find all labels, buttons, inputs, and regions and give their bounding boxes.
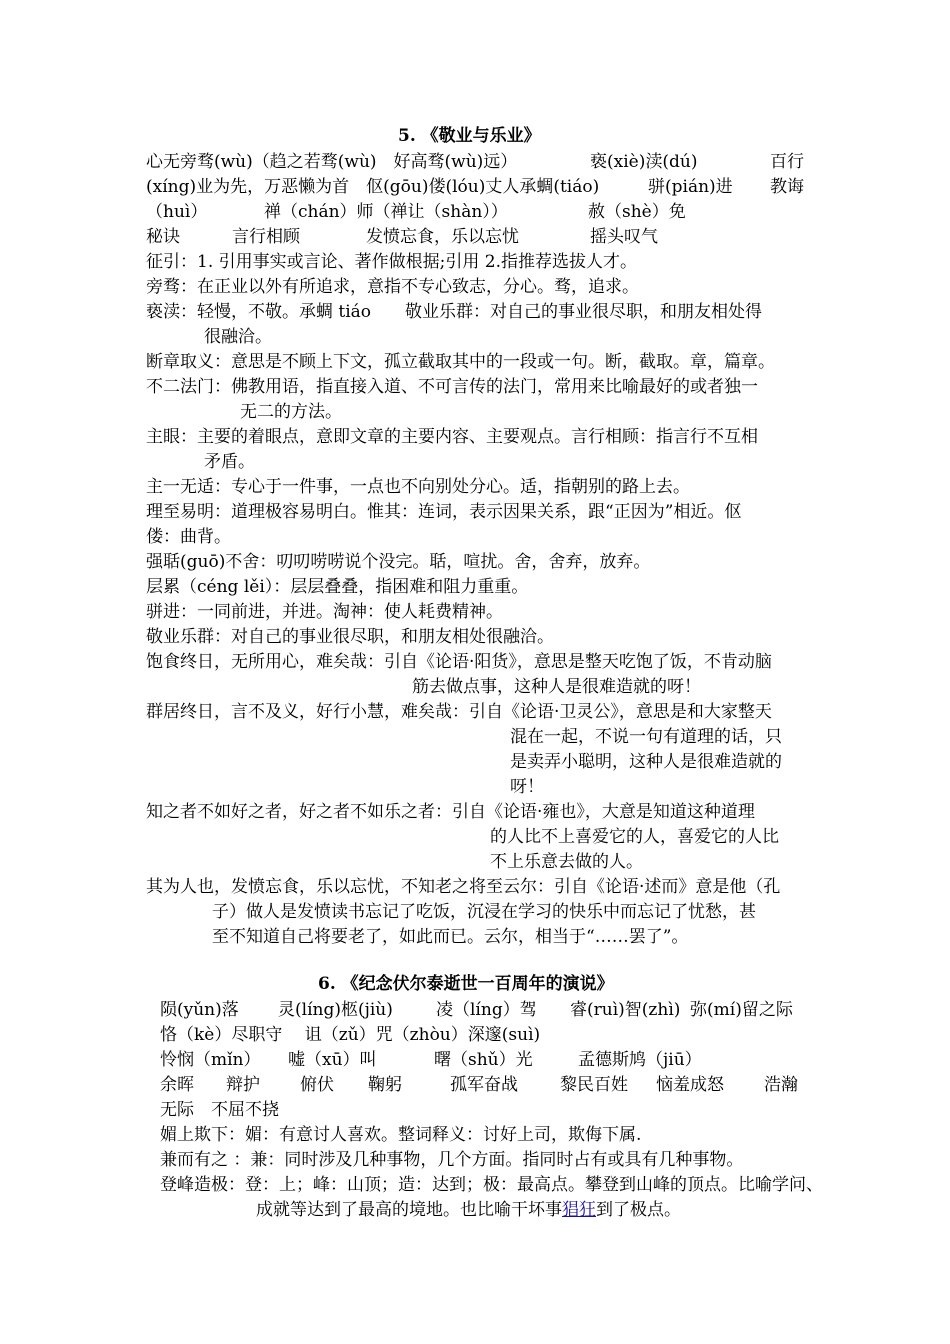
definition-cont: 呀！ xyxy=(510,777,544,797)
definition: 敬业乐群：对自己的事业很尽职，和朋友相处很融洽。 xyxy=(146,627,554,647)
definition: 饱食终日，无所用心，难矣哉：引自《论语·阳货》，意思是整天吃饱了饭，不肯动脑 xyxy=(146,652,772,672)
vocab-term: 陨(yǔn)落 xyxy=(160,1000,239,1020)
vocab-term: 怜悯（mǐn） xyxy=(160,1050,261,1070)
definition-cont: 是卖弄小聪明，这种人是很难造就的 xyxy=(510,752,782,772)
vocab-term: 余晖 xyxy=(160,1075,194,1095)
definition: 理至易明：道理极容易明白。惟其：连词，表示因果关系，跟“正因为”相近。伛 xyxy=(146,502,742,522)
vocab-term: 骈(pián)进 xyxy=(648,177,733,197)
vocab-term: 鞠躬 xyxy=(368,1075,402,1095)
definition-cont xyxy=(256,1198,681,1222)
vocab-term: 辩护 xyxy=(226,1075,260,1095)
definition: 兼而有之 ：兼：同时涉及几种事物，几个方面。指同时占有或具有几种事物。 xyxy=(160,1150,744,1170)
vocab-term: 摇头叹气 xyxy=(590,227,658,247)
definition-text: 成就等达到了最高的境地。也比喻干坏事 xyxy=(256,1200,562,1220)
definition-cont: 矛盾。 xyxy=(204,452,255,472)
section-6-title: 6. 《纪念伏尔泰逝世一百周年的演说》 xyxy=(318,974,614,994)
definition: 主一无适：专心于一件事，一点也不向别处分心。适，指朝别的路上去。 xyxy=(146,477,690,497)
vocab-term: 亵(xiè)渎(dú) xyxy=(590,152,698,172)
definition: 征引：1. 引用事实或言论、著作做根据;引用 2.指推荐选拔人才。 xyxy=(146,252,637,272)
definition: 媚上欺下：媚：有意讨人喜欢。整词释义：讨好上司，欺侮下属. xyxy=(160,1125,642,1145)
definition-cont: 很融洽。 xyxy=(204,327,272,347)
vocab-term: 嘘（xū）叫 xyxy=(288,1050,377,1070)
vocab-term: 禅（chán）师（禅让（shàn）） xyxy=(264,202,508,222)
definition-cont: 子）做人是发愤读书忘记了吃饭，沉浸在学习的快乐中而忘记了忧愁，甚 xyxy=(212,902,756,922)
definition-cont: 偻：曲背。 xyxy=(146,527,231,547)
vocab-term: 孤军奋战 xyxy=(450,1075,518,1095)
vocab-term: 秘诀 xyxy=(146,227,180,247)
definition-cont: 不上乐意去做的人。 xyxy=(490,852,643,872)
definition-cont: 无二的方法。 xyxy=(240,402,342,422)
definition: 强聒(guō)不舍：叨叨唠唠说个没完。聒，喧扰。舍，舍弃，放弃。 xyxy=(146,552,651,572)
vocab-term: 赦（shè）免 xyxy=(588,202,686,222)
vocab-term: 浩瀚 xyxy=(764,1075,798,1095)
definition-cont: 筋去做点事，这种人是很难造就的呀！ xyxy=(412,677,701,697)
definition: 主眼：主要的着眼点，意即文章的主要内容、主要观点。言行相顾：指言行不互相 xyxy=(146,427,758,447)
vocab-line: 恪（kè）尽职守 诅（zǔ）咒（zhòu）深邃(suì) xyxy=(160,1025,541,1045)
definition: 知之者不如好之者，好之者不如乐之者：引自《论语·雍也》，大意是知道这种道理 xyxy=(146,802,755,822)
definition: 登峰造极：登：上；峰：山顶；造：达到；极：最高点。攀登到山峰的顶点。比喻学问、 xyxy=(160,1175,823,1195)
definition: 其为人也，发愤忘食，乐以忘忧，不知老之将至云尔：引自《论语·述而》意是他（孔 xyxy=(146,877,781,897)
definition-text: 到了极点。 xyxy=(596,1200,681,1220)
vocab-term: 孟德斯鸠（jiū） xyxy=(578,1050,702,1070)
section-5-title: 5. 《敬业与乐业》 xyxy=(398,126,541,146)
hyperlink[interactable]: 猖狂 xyxy=(562,1200,596,1220)
definition: 群居终日，言不及义，好行小慧，难矣哉：引自《论语·卫灵公》，意思是和大家整天 xyxy=(146,702,772,722)
vocab-line: 无际 不屈不挠 xyxy=(160,1100,279,1120)
vocab-term: 黎民百姓 xyxy=(560,1075,628,1095)
definition-cont: 的人比不上喜爱它的人，喜爱它的人比 xyxy=(490,827,779,847)
definition: 亵渎：轻慢，不敬。承蜩 tiáo 敬业乐群：对自己的事业很尽职，和朋友相处得 xyxy=(146,302,763,322)
vocab-term: 凌（líng）驾 xyxy=(436,1000,537,1020)
vocab-term: 言行相顾 xyxy=(232,227,300,247)
definition: 断章取义：意思是不顾上下文，孤立截取其中的一段或一句。断，截取。章，篇章。 xyxy=(146,352,775,372)
vocab-term: 灵(líng)柩(jiù) xyxy=(278,1000,393,1020)
vocab-term: 百行 xyxy=(770,152,804,172)
definition: 旁骛：在正业以外有所追求，意指不专心致志，分心。骛，追求。 xyxy=(146,277,639,297)
vocab-term: 睿(ruì)智(zhì) xyxy=(570,1000,681,1020)
vocab-term: 曙（shǔ）光 xyxy=(434,1050,533,1070)
definition: 骈进：一同前进，并进。淘神：使人耗费精神。 xyxy=(146,602,503,622)
definition: 不二法门：佛教用语，指直接入道、不可言传的法门，常用来比喻最好的或者独一 xyxy=(146,377,758,397)
vocab-line: (xíng)业为先，万恶懒为首 伛(gōu)偻(lóu)丈人承蜩(tiáo) xyxy=(146,177,600,197)
definition-cont: 混在一起，不说一句有道理的话，只 xyxy=(510,727,782,747)
vocab-term: 教诲 xyxy=(770,177,804,197)
vocab-term: 俯伏 xyxy=(300,1075,334,1095)
definition: 层累（céng lěi）：层层叠叠，指困难和阻力重重。 xyxy=(146,577,529,597)
vocab-term: （huì） xyxy=(146,202,208,222)
vocab-line: 心无旁骛(wù)（趋之若骛(wù) 好高骛(wù)远） xyxy=(146,152,518,172)
vocab-term: 弥(mí)留之际 xyxy=(690,1000,793,1020)
vocab-term: 恼羞成怒 xyxy=(656,1075,724,1095)
definition-cont: 至不知道自己将要老了，如此而已。云尔，相当于“……罢了”。 xyxy=(212,927,689,947)
vocab-term: 发愤忘食，乐以忘忧 xyxy=(366,227,519,247)
